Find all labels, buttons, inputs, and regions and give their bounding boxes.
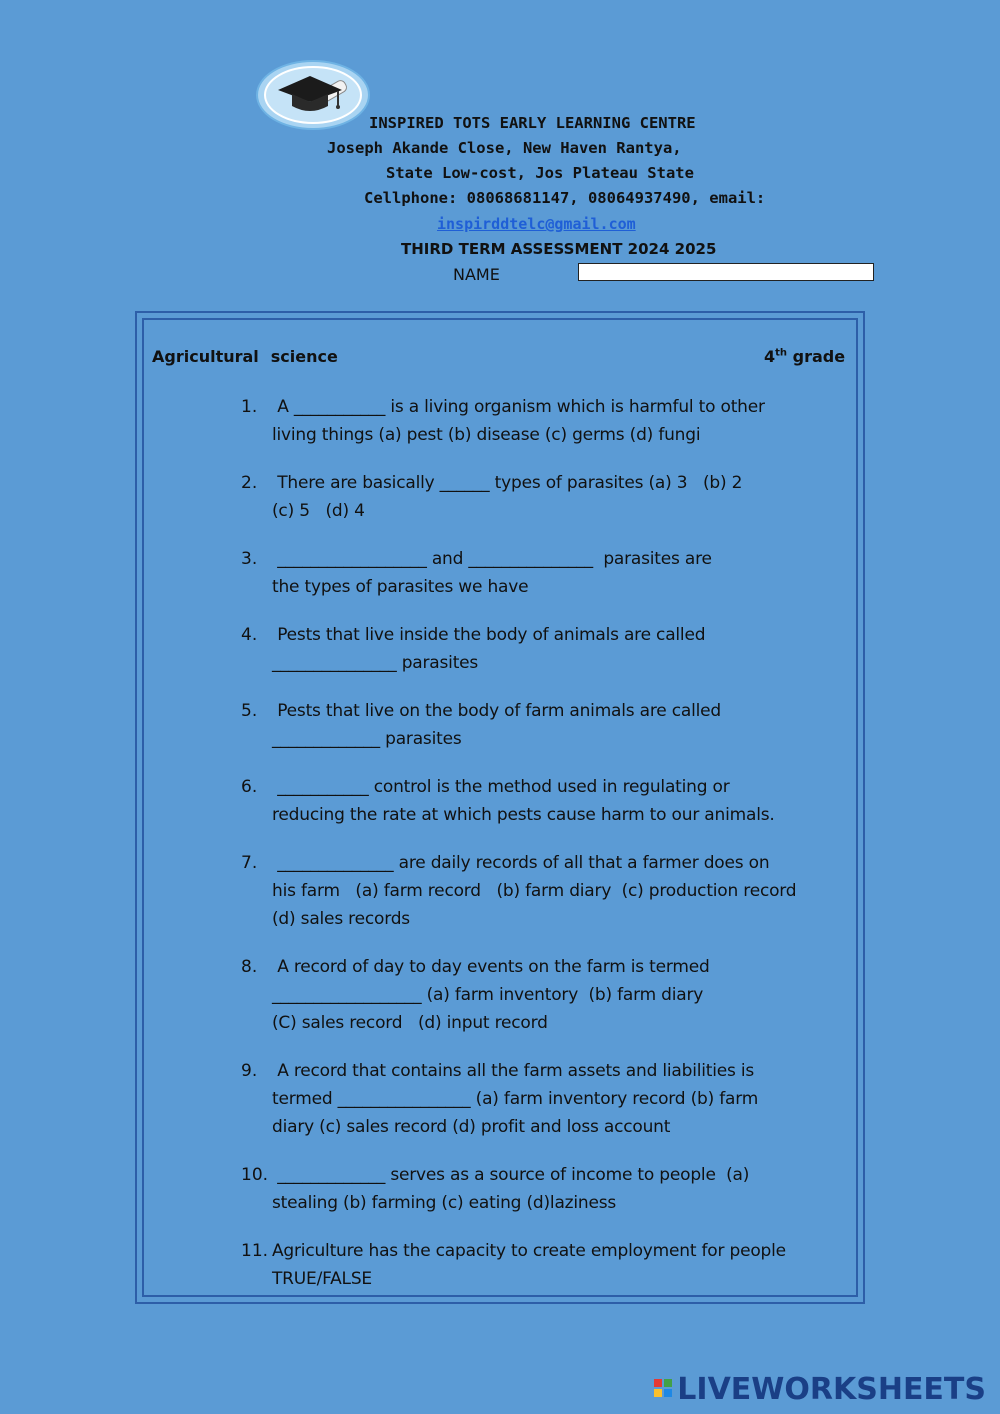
question-text: _____________ serves as a source of income to people (a) stealing (b) farming (c) eating (d)laziness [272, 1165, 750, 1213]
name-label: NAME [453, 265, 500, 284]
question-item [241, 545, 851, 601]
question-item [241, 393, 851, 449]
question-number: 8. [241, 957, 258, 977]
question-text: Agriculture has the capacity to create employment for people TRUE/FALSE [272, 1241, 786, 1289]
logo-tile-v [654, 1389, 662, 1397]
graduation-cap-icon [258, 62, 368, 128]
question-text: A record of day to day events on the farm is termed __________________ (a) farm inventory (b) farm diary (C) sales record (d) input record [272, 957, 710, 1033]
name-input[interactable] [578, 263, 874, 281]
question-text: Pests that live on the body of farm animals are called _____________ parasites [272, 701, 722, 749]
subject-word-1: Agricultural [152, 347, 259, 366]
question-number: 1. [241, 397, 258, 417]
question-item [241, 697, 851, 753]
grade-word: grade [792, 347, 846, 366]
question-text: A ___________ is a living organism which is harmful to other living things (a) pest (b) disease (c) germs (d) fungi [272, 397, 765, 445]
question-list [241, 393, 851, 1313]
subject-word-2: science [270, 347, 338, 366]
question-number: 6. [241, 777, 258, 797]
logo-tile-e [664, 1389, 672, 1397]
address-line-2: State Low-cost, Jos Plateau State [386, 164, 694, 182]
question-text: ___________ control is the method used in regulating or reducing the rate at which pests cause harm to our animals. [272, 777, 775, 825]
question-item [241, 469, 851, 525]
question-text: Pests that live inside the body of animals are called _______________ parasites [272, 625, 706, 673]
question-number: 4. [241, 625, 258, 645]
grade-label [764, 347, 845, 366]
term-title: THIRD TERM ASSESSMENT 2024 2025 [401, 240, 717, 258]
email-link[interactable]: inspirddtelc@gmail.com [437, 215, 636, 233]
school-logo [256, 60, 370, 130]
logo-tile-i [664, 1379, 672, 1387]
question-text: __________________ and _______________ parasites are the types of parasites we have [272, 549, 712, 597]
subject-title [152, 347, 338, 366]
question-number: 5. [241, 701, 258, 721]
question-number: 11. [241, 1241, 269, 1261]
liveworksheets-brand [654, 1372, 986, 1407]
liveworksheets-logo-icon [654, 1377, 674, 1401]
question-item [241, 849, 851, 933]
logo-tile-l [654, 1379, 662, 1387]
question-item [241, 1057, 851, 1141]
contact-line: Cellphone: 08068681147, 08064937490, email: [364, 189, 766, 207]
question-item [241, 953, 851, 1037]
question-number: 9. [241, 1061, 258, 1081]
question-text: A record that contains all the farm assets and liabilities is termed ________________ (a) farm inventory record (b) farm diary (c) sales record (d) profit and loss account [272, 1061, 759, 1137]
question-number: 2. [241, 473, 258, 493]
question-number: 10. [241, 1165, 269, 1185]
address-line-1: Joseph Akande Close, New Haven Rantya, [327, 139, 682, 157]
grade-number: 4 [764, 347, 776, 366]
grade-suffix: th [775, 347, 788, 359]
question-item [241, 621, 851, 677]
school-name: INSPIRED TOTS EARLY LEARNING CENTRE [369, 114, 696, 132]
liveworksheets-wordmark: LIVEWORKSHEETS [677, 1372, 986, 1407]
question-number: 3. [241, 549, 258, 569]
question-text: ______________ are daily records of all that a farmer does on his farm (a) farm record (b) farm diary (c) production record (d) sales records [272, 853, 797, 929]
question-text: There are basically ______ types of parasites (a) 3 (b) 2 (c) 5 (d) 4 [272, 473, 743, 521]
question-number: 7. [241, 853, 258, 873]
question-item [241, 773, 851, 829]
question-item [241, 1161, 851, 1217]
question-item [241, 1237, 851, 1293]
